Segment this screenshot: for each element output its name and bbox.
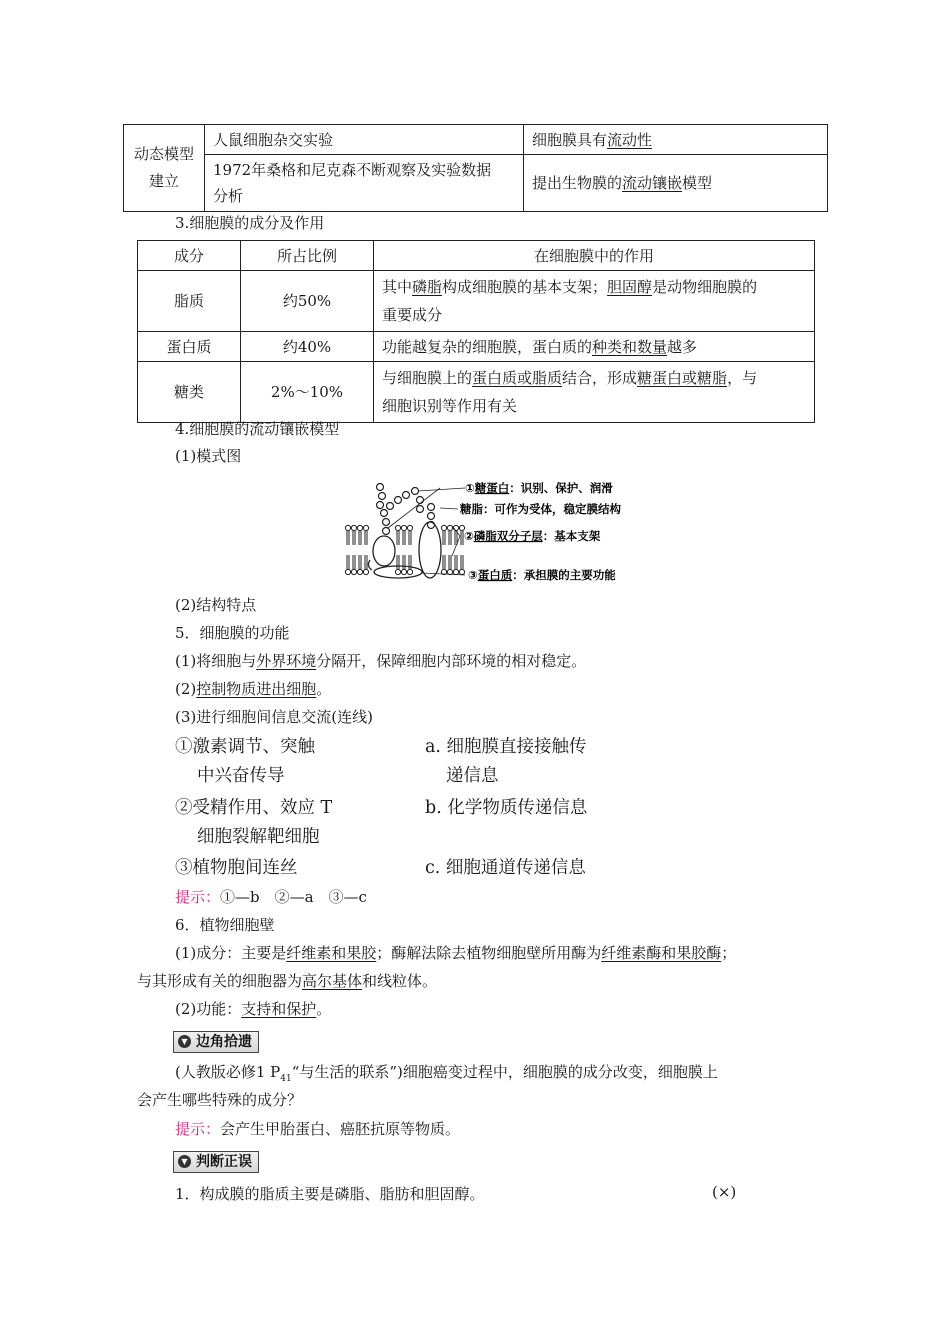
section4-sub2: (2)结构特点 — [175, 596, 257, 614]
hint-label: 提示： — [175, 1120, 221, 1138]
wall-text: ； — [721, 944, 737, 962]
function-keyword: 控制物质进出细胞 — [196, 680, 317, 698]
lipid-head-icon — [401, 569, 406, 574]
extra-question-line2: 会产生哪些特殊的成分？ — [137, 1091, 303, 1109]
table-row — [138, 332, 815, 362]
hint-label: 提示： — [175, 888, 221, 906]
cell-wall-composition-line1 — [175, 942, 736, 963]
cell-wall-function — [175, 998, 331, 1019]
role-keyword: 种类和数量 — [592, 337, 668, 356]
question-text: (人教版必修1 P — [175, 1063, 281, 1081]
question-subscript: 41 — [280, 1074, 292, 1084]
section5-title: 5．细胞膜的功能 — [175, 624, 290, 642]
match-left-2-line1: ②受精作用、效应 T — [175, 798, 333, 818]
lipid-head-icon — [459, 569, 464, 574]
section3-title: 3.细胞膜的成分及作用 — [175, 214, 325, 232]
match-left-1-line1: ①激素调节、突触 — [175, 737, 315, 757]
match-left-3-line1: ③植物胞间连丝 — [175, 858, 298, 878]
lipid-head-icon — [345, 569, 350, 574]
wall-text: 和线粒体。 — [362, 972, 438, 990]
match-right-c-line1: c. 细胞通道传递信息 — [425, 858, 586, 878]
diagram-label-protein: ③蛋白质：承担膜的主要功能 — [468, 568, 616, 582]
judge-item-1-mark: (×) — [712, 1183, 737, 1201]
component-ratio: 约40% — [241, 332, 374, 362]
diagram-label-bilayer: ②磷脂双分子层：基本支架 — [464, 529, 601, 543]
wall-text: 。 — [316, 1000, 332, 1018]
table1-label-line1: 动态模型 — [133, 145, 194, 163]
role-keyword: 糖蛋白或糖脂 — [637, 369, 728, 387]
role-text: 重要成分 — [382, 306, 443, 324]
experiment-text-line2: 分析 — [213, 187, 244, 205]
diagram-label-glycolipid: 糖脂：可作为受体，稳定膜结构 — [460, 502, 621, 516]
hint-text: ①—b ②—a ③—c — [220, 888, 367, 906]
wall-text: 与其形成有关的细胞器为 — [137, 972, 303, 990]
conclusion-keyword: 流动镶嵌 — [622, 174, 683, 192]
lipid-head-icon — [395, 569, 400, 574]
section-tag-judge — [173, 1151, 259, 1173]
tag-label: 判断正误 — [196, 1154, 252, 1170]
table1-row1-conclusion — [524, 125, 828, 155]
lipid-head-icon — [357, 525, 362, 530]
conclusion-text: 细胞膜具有 — [532, 130, 608, 149]
model-history-table — [123, 124, 828, 212]
lipid-head-icon — [401, 525, 406, 530]
lipid-head-icon — [407, 525, 412, 530]
membrane-components-table — [137, 240, 815, 423]
tag-label: 边角拾遗 — [196, 1034, 252, 1050]
experiment-text-line1: 1972年桑格和尼克森不断观察及实验数据 — [213, 161, 492, 179]
table1-label-line2: 建立 — [148, 172, 179, 190]
role-text: 其中 — [382, 278, 413, 296]
component-name: 脂质 — [138, 271, 241, 332]
header-component: 成分 — [138, 241, 241, 271]
lipid-head-icon — [345, 525, 350, 530]
lipid-head-icon — [453, 525, 458, 530]
component-ratio: 2%～10% — [241, 362, 374, 423]
wall-text: ；酶解法除去植物细胞壁所用酶为 — [376, 944, 602, 962]
role-text: 越多 — [667, 337, 698, 356]
section-tag-extra — [173, 1031, 259, 1053]
table1-row2-conclusion — [524, 155, 828, 212]
section6-title: 6．植物细胞壁 — [175, 916, 275, 934]
function-text: 。 — [316, 680, 332, 698]
component-role — [374, 362, 815, 423]
lipid-head-icon — [441, 525, 446, 530]
function-text: (1)将细胞与 — [175, 652, 257, 670]
lipid-head-icon — [363, 569, 368, 574]
role-text: 构成细胞膜的基本支架； — [442, 278, 608, 296]
wall-keyword: 纤维素酶和果胶酶 — [601, 944, 722, 962]
header-ratio: 所占比例 — [241, 241, 374, 271]
extra-question-line1 — [175, 1061, 718, 1084]
lipid-head-icon — [363, 525, 368, 530]
hint-answer — [175, 886, 367, 907]
match-right-a-line1: a. 细胞膜直接接触传 — [425, 737, 587, 757]
hint-text: 会产生甲胎蛋白、癌胚抗原等物质。 — [220, 1120, 461, 1138]
cell-wall-composition-line2 — [137, 970, 437, 991]
section4-sub1: (1)模式图 — [175, 447, 242, 465]
conclusion-text: 提出生物膜的 — [532, 174, 623, 192]
role-keyword: 胆固醇 — [607, 278, 653, 296]
wall-text: (1)成分：主要是 — [175, 944, 287, 962]
role-text: 是动物细胞膜的 — [652, 278, 758, 296]
component-role — [374, 332, 815, 362]
lipid-head-icon — [453, 569, 458, 574]
table1-label-cell — [124, 125, 205, 212]
chevron-down-icon: ▼ — [178, 1035, 191, 1048]
diagram-label-glycoprotein: ①糖蛋白：识别、保护、润滑 — [465, 481, 613, 495]
wall-text: (2)功能： — [175, 1000, 242, 1018]
header-role: 在细胞膜中的作用 — [374, 241, 815, 271]
phospholipid-bilayer-icon — [345, 525, 464, 574]
role-text: 结合，形成 — [562, 369, 638, 387]
chevron-down-icon: ▼ — [178, 1155, 191, 1168]
role-keyword: 蛋白质或脂质 — [472, 369, 563, 387]
conclusion-suffix: 模型 — [682, 174, 713, 192]
lipid-head-icon — [407, 569, 412, 574]
role-text: ，与 — [727, 369, 758, 387]
table-row — [138, 362, 815, 423]
lipid-head-icon — [357, 569, 362, 574]
component-ratio: 约50% — [241, 271, 374, 332]
conclusion-keyword: 流动性 — [607, 130, 653, 149]
function-keyword: 外界环境 — [256, 652, 317, 670]
lipid-head-icon — [395, 525, 400, 530]
match-right-b-line1: b. 化学物质传递信息 — [425, 798, 588, 818]
role-text: 与细胞膜上的 — [382, 369, 473, 387]
wall-keyword: 高尔基体 — [302, 972, 363, 990]
component-role — [374, 271, 815, 332]
question-text: “与生活的联系”)细胞癌变过程中，细胞膜的成分改变，细胞膜上 — [291, 1063, 718, 1081]
match-left-1-line2: 中兴奋传导 — [197, 766, 285, 786]
experiment-text: 人鼠细胞杂交实验 — [213, 130, 334, 149]
function-2 — [175, 678, 331, 699]
function-1 — [175, 650, 586, 671]
section4-title: 4.细胞膜的流动镶嵌模型 — [175, 420, 340, 438]
judge-item-1-text: 1．构成膜的脂质主要是磷脂、脂肪和胆固醇。 — [175, 1185, 485, 1203]
component-name: 糖类 — [138, 362, 241, 423]
table1-row1-experiment — [205, 125, 524, 155]
wall-keyword: 纤维素和果胶 — [286, 944, 377, 962]
pointer-lines — [388, 488, 465, 575]
role-keyword: 磷脂 — [412, 278, 443, 296]
function-3: (3)进行细胞间信息交流(连线) — [175, 708, 373, 726]
component-name: 蛋白质 — [138, 332, 241, 362]
wall-keyword: 支持和保护 — [241, 1000, 317, 1018]
function-text: 分隔开，保障细胞内部环境的相对稳定。 — [316, 652, 587, 670]
function-text: (2) — [175, 680, 197, 698]
hint-extra — [175, 1118, 460, 1139]
lipid-head-icon — [351, 569, 356, 574]
match-right-a-line2: 递信息 — [446, 766, 499, 786]
lipid-head-icon — [351, 525, 356, 530]
role-text: 功能越复杂的细胞膜，蛋白质的 — [382, 337, 593, 356]
fluid-mosaic-diagram — [340, 476, 650, 588]
table-row — [138, 271, 815, 332]
table1-row2-experiment — [205, 155, 524, 212]
match-left-2-line2: 细胞裂解靶细胞 — [197, 827, 320, 847]
role-text: 细胞识别等作用有关 — [382, 397, 518, 415]
